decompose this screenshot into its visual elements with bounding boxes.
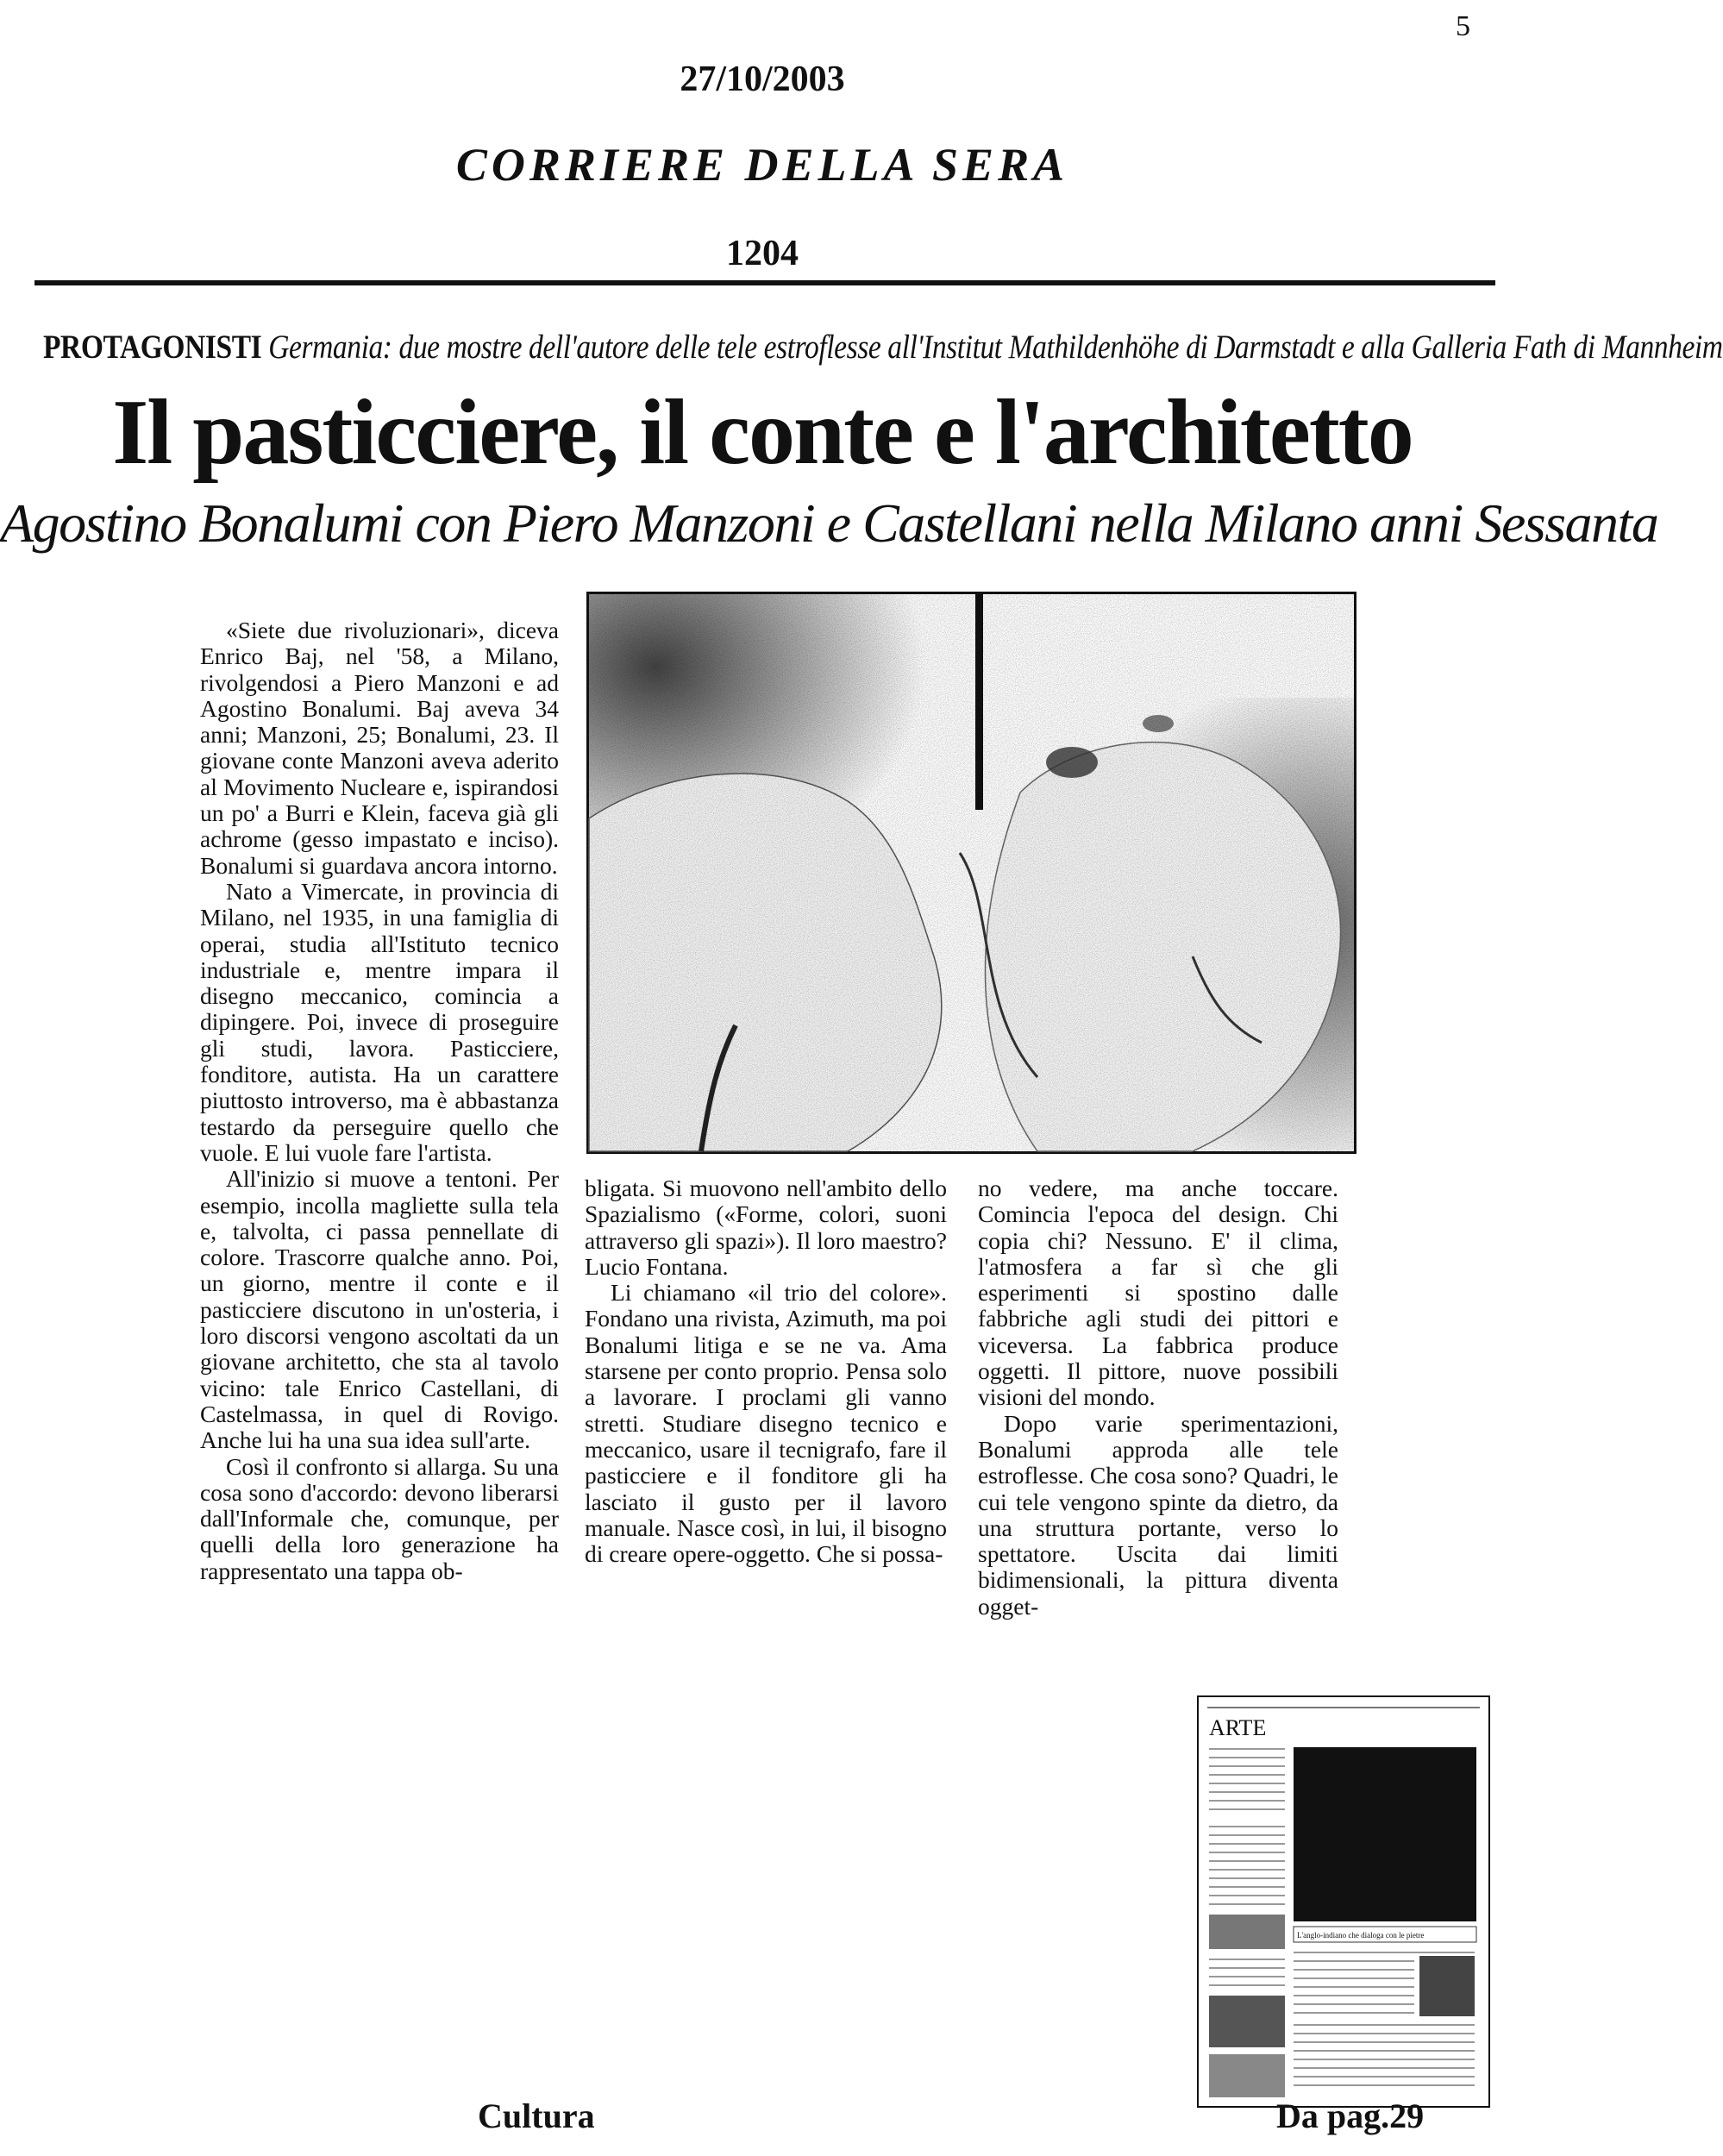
article-column-3 [978, 1175, 1338, 1620]
newspaper-masthead: CORRIERE DELLA SERA [455, 139, 1069, 191]
page-thumbnail-preview [1199, 1697, 1488, 2106]
column1-paragraph: «Siete due rivoluzionari», diceva Enrico Baj, nel '58, a Milano, rivolgendosi a Piero Manzoni e ad Agostino Bonalumi. Baj aveva 34 anni; Manzoni, 25; Bonalumi, 23. Il giovane conte Manzoni aveva aderito al Movimento Nucleare e, ispirandosi un po' a Burri e Klein, faceva già gli achrome (gesso impastato e inciso). Bonalumi si guardava ancora intorno. [200, 617, 559, 879]
column3-paragraph: no vedere, ma anche toccare. Comincia l'epoca del design. Chi copia chi? Nessuno. E' il clima, l'atmosfera a far sì che gli esperimenti si spostino dalle fabbriche agli studi dei pittori e viceversa. La fabbrica produce oggetti. Il pittore, nuove possibili visioni del mondo. [978, 1175, 1338, 1411]
thumbnail-section-label: ARTE [1209, 1715, 1267, 1740]
column1-paragraph: Così il confronto si allarga. Su una cosa sono d'accordo: devono liberarsi dall'Informale che, comunque, per quelli della loro generazione ha rappresentato una tappa ob- [200, 1452, 559, 1584]
clipping-date: 27/10/2003 [680, 60, 845, 99]
header-rule [34, 280, 1495, 285]
artwork-illustration [589, 594, 1354, 1151]
article-subheadline: Agostino Bonalumi con Piero Manzoni e Castellani nella Milano anni Sessanta [0, 492, 1658, 554]
column1-paragraph: Nato a Vimercate, in provincia di Milano, nel 1935, in una famiglia di operai, studia all'Istituto tecnico industriale e, mentre impara il disegno meccanico, comincia a dipingere. Poi, invece di proseguire gli studi, lavora. Pasticciere, fonditore, autista. Ha un carattere piuttosto introverso, ma è abbastanza testardo da perseguire quello che vuole. E lui vuole fare l'artista. [200, 877, 559, 1166]
column3-paragraph: Dopo varie sperimentazioni, Bonalumi approda alle tele estroflesse. Che cosa sono? Quadri, le cui tele vengono spinte da dietro, da una struttura portante, verso lo spettatore. Uscita dai limiti bidimensionali, la pittura diventa ogget- [978, 1409, 1338, 1620]
footer-source-page: Da pag.29 [1276, 2096, 1425, 2135]
clipping-code: 1204 [726, 234, 799, 273]
thumbnail-headline: L'anglo-indiano che dialoga con le pietre [1297, 1931, 1425, 1940]
artwork-photo [586, 592, 1356, 1154]
column1-paragraph: All'inizio si muove a tentoni. Per esempio, incolla magliette sulla tela e, talvolta, ci passa pennellate di colore. Trascorre qualche anno. Poi, un giorno, mentre il conte e il pasticciere discutono in un'osteria, i loro discorsi vengono ascoltati da un giovane architetto, che sta al tavolo vicino: tale Enrico Castellani, di Castelmassa, in quel di Rovigo. Anche lui ha una sua idea sull'arte. [200, 1165, 559, 1454]
kicker-label: PROTAGONISTI [43, 329, 262, 366]
article-kicker [43, 328, 1723, 367]
article-headline: Il pasticciere, il conte e l'architetto [112, 381, 1413, 484]
article-column-2 [585, 1175, 947, 1567]
footer-section: Cultura [478, 2096, 595, 2135]
column2-paragraph: Li chiamano «il trio del colore». Fondano una rivista, Azimuth, ma poi Bonalumi litiga e se ne va. Ama starsene per conto proprio. Pensa solo a lavorare. I proclami gli vanno stretti. Studiare disegno tecnico e meccanico, usare il tecnigrafo, fare il pasticciere e il fonditore gli ha lasciato il gusto per il lavoro manuale. Nasce così, in lui, il bisogno di creare opere-oggetto. Che si possa- [585, 1279, 947, 1568]
column2-paragraph: bligata. Si muovono nell'ambito dello Spazialismo («Forme, colori, suoni attraverso gli spazi»). Il loro maestro? Lucio Fontana. [585, 1175, 947, 1280]
kicker-text: Germania: due mostre dell'autore delle tele estroflesse all'Institut Mathildenhöhe di Darmstadt e alla Galleria Fath di Mannheim [268, 329, 1723, 366]
page-number: 5 [1456, 10, 1470, 42]
page-thumbnail [1197, 1695, 1490, 2108]
article-column-1 [200, 617, 559, 1584]
